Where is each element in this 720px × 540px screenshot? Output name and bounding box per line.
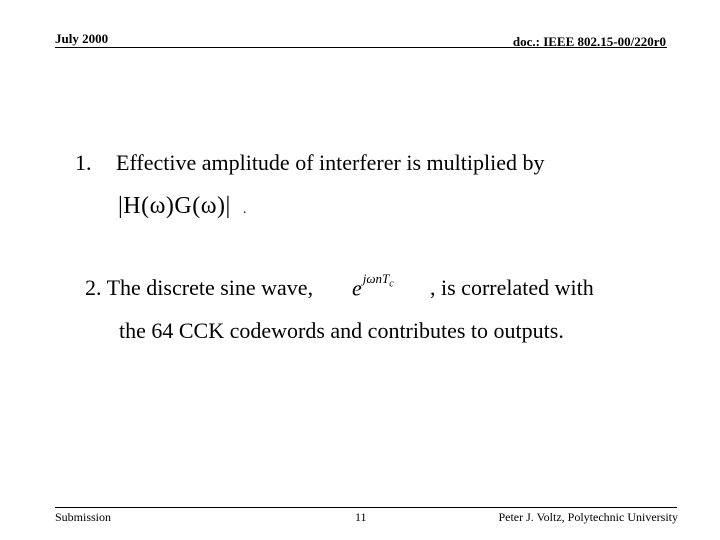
item2-suffix: , is correlated with: [430, 275, 594, 300]
footer-page-number: 11: [355, 510, 367, 524]
header-rule: [55, 47, 667, 48]
item2-prefix: 2. The discrete sine wave,: [85, 275, 314, 300]
item2-formula-base: e: [352, 275, 362, 301]
footer-rule: [55, 507, 677, 508]
header-date: July 2000: [55, 31, 109, 46]
item2-formula-exp-text: jωnT: [362, 271, 390, 286]
item1-number: 1.: [75, 150, 92, 175]
footer-author: Peter J. Voltz, Polytechnic University: [498, 510, 678, 524]
item1-text: Effective amplitude of interferer is multiplied by: [116, 150, 545, 175]
header-doc-id: doc.: IEEE 802.15-00/220r0: [512, 34, 666, 49]
item2-line2: the 64 CCK codewords and contributes to outputs.: [119, 318, 564, 343]
item1-formula: [118, 193, 246, 220]
item2-formula-exp: [362, 271, 394, 290]
item2-formula-sub: c: [389, 278, 394, 290]
item1-formula-trail: .: [242, 202, 247, 217]
item1-formula-expr: |H(ω)G(ω)|: [118, 193, 231, 219]
item2-formula: [352, 271, 394, 301]
footer-submission: Submission: [55, 510, 112, 524]
